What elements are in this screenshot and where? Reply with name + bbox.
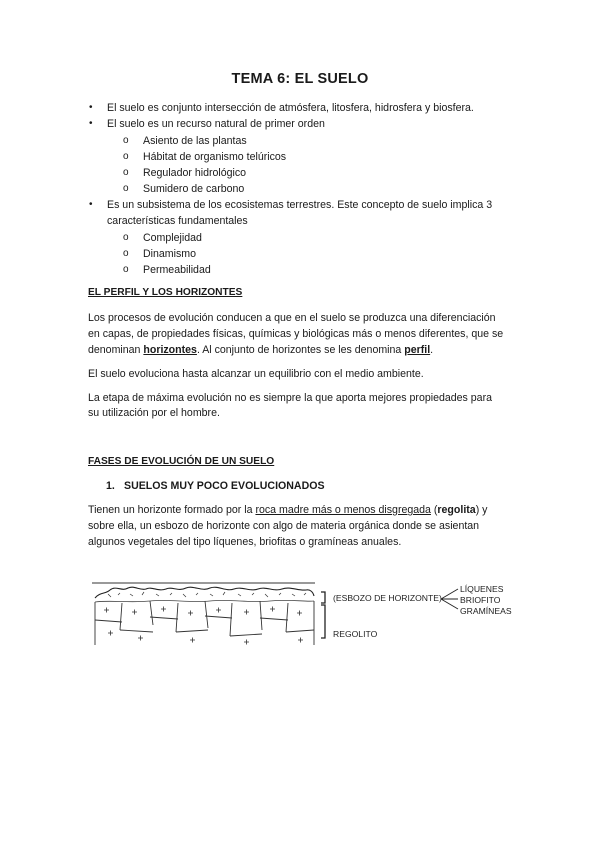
sub-bullet-text: Sumidero de carbono — [143, 183, 245, 195]
sub-bullet-text: Hábitat de organismo telúricos — [143, 151, 287, 163]
section-heading: FASES DE EVOLUCIÓN DE UN SUELO — [88, 456, 275, 467]
page-title: TEMA 6: EL SUELO — [231, 71, 369, 87]
subheading: SUELOS MUY POCO EVOLUCIONADOS — [124, 480, 325, 492]
crust-texture — [108, 592, 306, 597]
bullet-text: El suelo es un recurso natural de primer orden — [107, 118, 325, 130]
bullet-symbol: • — [89, 199, 93, 210]
section-heading: EL PERFIL Y LOS HORIZONTES — [88, 287, 243, 298]
text-run: . — [430, 344, 434, 356]
label-gramineas: GRAMÍNEAS — [460, 606, 512, 616]
sub-bullet-text: Permeabilidad — [143, 264, 211, 276]
sub-bullet-text: Dinamismo — [143, 248, 196, 260]
sub-bullet-text: Asiento de las plantas — [143, 135, 247, 147]
esbozo-bracket — [321, 592, 325, 603]
paragraph-line: algunos vegetales del tipo líquenes, briofitas o gramíneas anuales. — [88, 536, 402, 548]
paragraph-line: sobre ella, un esbozo de horizonte con algo de materia orgánica donde se asientan — [88, 520, 480, 532]
sub-bullet-symbol: o — [123, 232, 129, 243]
bullet-symbol: • — [89, 118, 93, 129]
term-horizontes: horizontes — [143, 344, 197, 356]
rock-crosses — [104, 607, 303, 645]
sub-bullet-symbol: o — [123, 264, 129, 275]
term-regolita: regolita — [437, 504, 476, 516]
label-briofito: BRIOFITO — [460, 595, 501, 605]
arrow-liquenes — [441, 589, 458, 599]
bullet-text-line2: características fundamentales — [107, 215, 248, 227]
sub-bullet-symbol: o — [123, 167, 129, 178]
esbozo-horizon-line — [95, 587, 314, 598]
label-liquenes: LÍQUENES — [460, 584, 504, 594]
sub-bullet-symbol: o — [123, 135, 129, 146]
label-esbozo: (ESBOZO DE HORIZONTE) — [333, 593, 442, 603]
text-run: denominan — [88, 344, 144, 356]
sub-bullet-text: Regulador hidrológico — [143, 167, 247, 179]
label-regolito: REGOLITO — [333, 629, 378, 639]
paragraph-line — [88, 503, 487, 517]
paragraph-line: El suelo evoluciona hasta alcanzar un equilibrio con el medio ambiente. — [88, 368, 424, 380]
sub-bullet-symbol: o — [123, 151, 129, 162]
text-run: . Al conjunto de horizontes se les denomina — [196, 344, 405, 356]
esbozo-base-line — [95, 600, 314, 602]
paragraph-line: La etapa de máxima evolución no es siempre la que aporta mejores propiedades para — [88, 392, 492, 404]
arrow-gramineas — [441, 599, 458, 609]
paragraph-line — [88, 343, 433, 357]
bullet-symbol: • — [89, 102, 93, 113]
sub-bullet-symbol: o — [123, 248, 129, 259]
text-run: ) y — [475, 504, 488, 516]
text-run: ( — [430, 504, 438, 516]
soil-profile-diagram — [0, 570, 600, 650]
subheading-number: 1. — [106, 480, 115, 492]
sub-bullet-text: Complejidad — [143, 232, 202, 244]
paragraph-line: Los procesos de evolución conducen a que en el suelo se produzca una diferenciación — [88, 312, 496, 324]
paragraph-line: en capas, de propiedades físicas, químicas y biológicas más o menos diferentes, que se — [88, 328, 504, 340]
regolith-blocks — [95, 601, 314, 645]
bullet-text: El suelo es conjunto intersección de atmósfera, litosfera, hidrosfera y biosfera. — [107, 102, 474, 114]
term-roca-madre: roca madre más o menos disgregada — [255, 504, 431, 516]
paragraph-line: su utilización por el hombre. — [88, 407, 220, 419]
regolito-bracket — [321, 605, 325, 638]
bullet-text-line1: Es un subsistema de los ecosistemas terrestres. Este concepto de suelo implica 3 — [107, 199, 493, 211]
term-perfil: perfil — [404, 344, 431, 356]
text-run: Tienen un horizonte formado por la — [88, 504, 256, 516]
sub-bullet-symbol: o — [123, 183, 129, 194]
